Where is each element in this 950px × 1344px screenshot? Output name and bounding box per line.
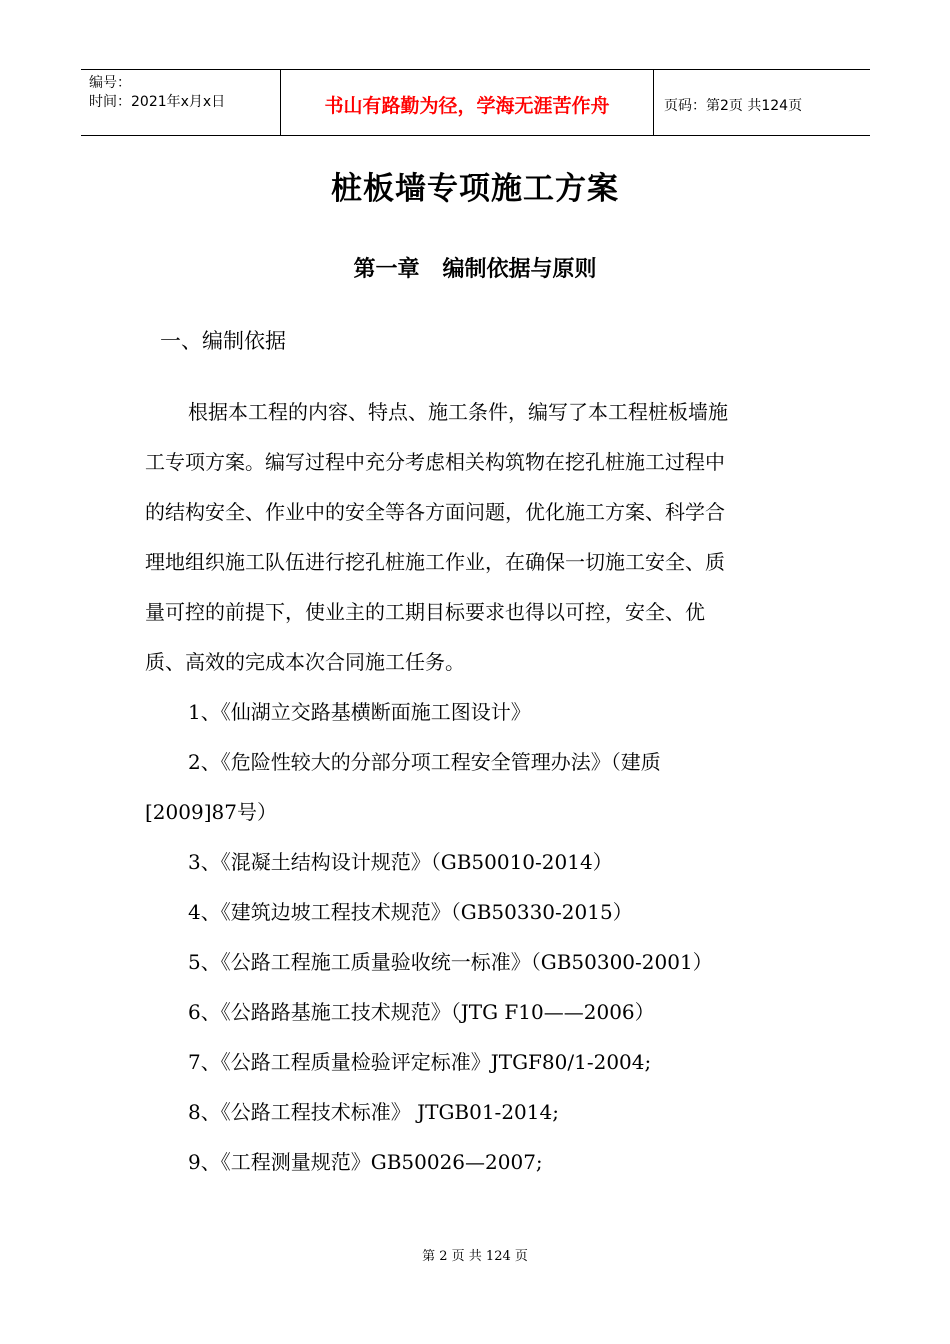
page-footer: 第 2 页 共 124 页 bbox=[422, 1249, 528, 1264]
paragraph-line: 工专项方案。编写过程中充分考虑相关构筑物在挖孔桩施工过程中 bbox=[145, 450, 725, 474]
reference-item: 3、《混凝土结构设计规范》（GB50010-2014） bbox=[188, 850, 613, 874]
reference-item: 1、《仙湖立交路基横断面施工图设计》 bbox=[188, 700, 531, 724]
date-label: 时间：2021年x月x日 bbox=[89, 94, 226, 110]
section-title: 一、编制依据 bbox=[160, 329, 286, 353]
reference-item: 8、《公路工程技术标准》 JTGB01-2014; bbox=[188, 1100, 559, 1124]
paragraph-line: 根据本工程的内容、特点、施工条件，编写了本工程桩板墙施 bbox=[188, 400, 728, 424]
paragraph-line: 质、高效的完成本次合同施工任务。 bbox=[145, 650, 465, 674]
reference-item: 9、《工程测量规范》GB50026—2007; bbox=[188, 1150, 543, 1174]
paragraph-line: 的结构安全、作业中的安全等各方面问题，优化施工方案、科学合 bbox=[145, 500, 725, 524]
paragraph-line: 理地组织施工队伍进行挖孔桩施工作业，在确保一切施工安全、质 bbox=[145, 550, 725, 574]
number-label: 编号： bbox=[89, 75, 131, 91]
reference-item: 7、《公路工程质量检验评定标准》JTGF80/1-2004; bbox=[188, 1050, 652, 1074]
header-motto: 书山有路勤为径，学海无涯苦作舟 bbox=[281, 70, 654, 135]
header-table bbox=[81, 69, 870, 136]
reference-item: [2009]87号） bbox=[145, 800, 277, 824]
reference-item: 4、《建筑边坡工程技术规范》（GB50330-2015） bbox=[188, 900, 633, 924]
reference-item: 6、《公路路基施工技术规范》（JTG F10——2006） bbox=[188, 1000, 655, 1024]
chapter-title: 第一章 编制依据与原则 bbox=[353, 257, 597, 282]
reference-item: 2、《危险性较大的分部分项工程安全管理办法》（建质 bbox=[188, 750, 661, 774]
document-title: 桩板墙专项施工方案 bbox=[331, 171, 619, 207]
header-meta bbox=[81, 70, 281, 135]
reference-item: 5、《公路工程施工质量验收统一标准》（GB50300-2001） bbox=[188, 950, 713, 974]
paragraph-line: 量可控的前提下，使业主的工期目标要求也得以可控，安全、优 bbox=[145, 600, 705, 624]
header-page-info: 页码：第2页 共124页 bbox=[664, 97, 803, 114]
